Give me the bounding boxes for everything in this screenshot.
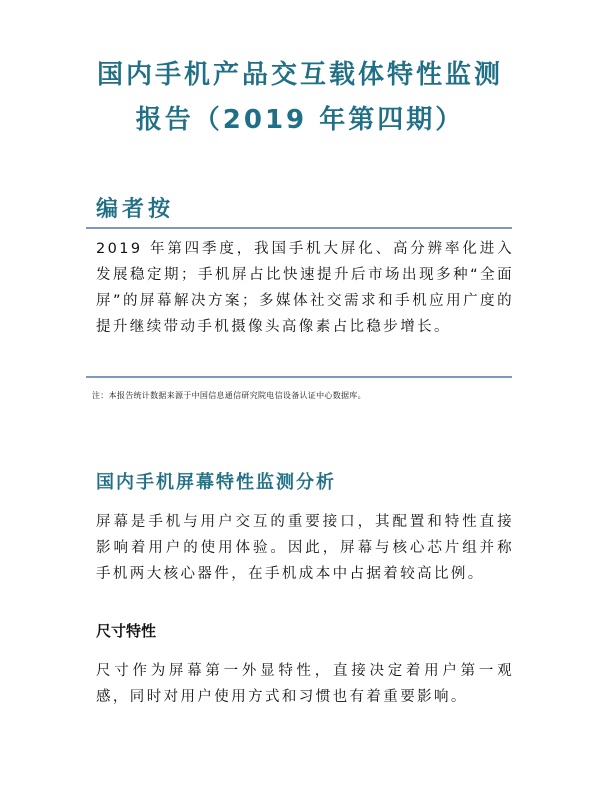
editor-note-heading: 编者按 — [96, 197, 175, 222]
report-title-line-2: 报告（2019 年第四期） — [135, 105, 465, 135]
source-note: 注：本报告统计数据来源于中国信息通信研究院电信设备认证中心数据库。 — [92, 391, 366, 400]
section-intro: 屏幕是手机与用户交互的重要接口，其配置和特性直接影响着用户的使用体验。因此，屏幕与核心芯片组并称手机两大核心器件，在手机成本中占据着较高比例。 — [96, 514, 514, 582]
report-title-line-1: 国内手机产品交互载体特性监测 — [96, 60, 503, 90]
section-heading: 国内手机屏幕特性监测分析 — [96, 472, 336, 493]
subsection-heading: 尺寸特性 — [96, 622, 157, 640]
divider-top — [86, 227, 512, 229]
divider-bottom — [86, 376, 512, 378]
editor-note-body: 2019 年第四季度，我国手机大屏化、高分辨率化进入发展稳定期；手机屏占比快速提升后市场出现多种“全面屏”的屏幕解决方案；多媒体社交需求和手机应用广度的提升继续带动手机摄像头高像素占比稳步增长。 — [96, 241, 514, 335]
subsection-body: 尺寸作为屏幕第一外显特性，直接决定着用户第一观感，同时对用户使用方式和习惯也有着重要影响。 — [96, 663, 514, 705]
